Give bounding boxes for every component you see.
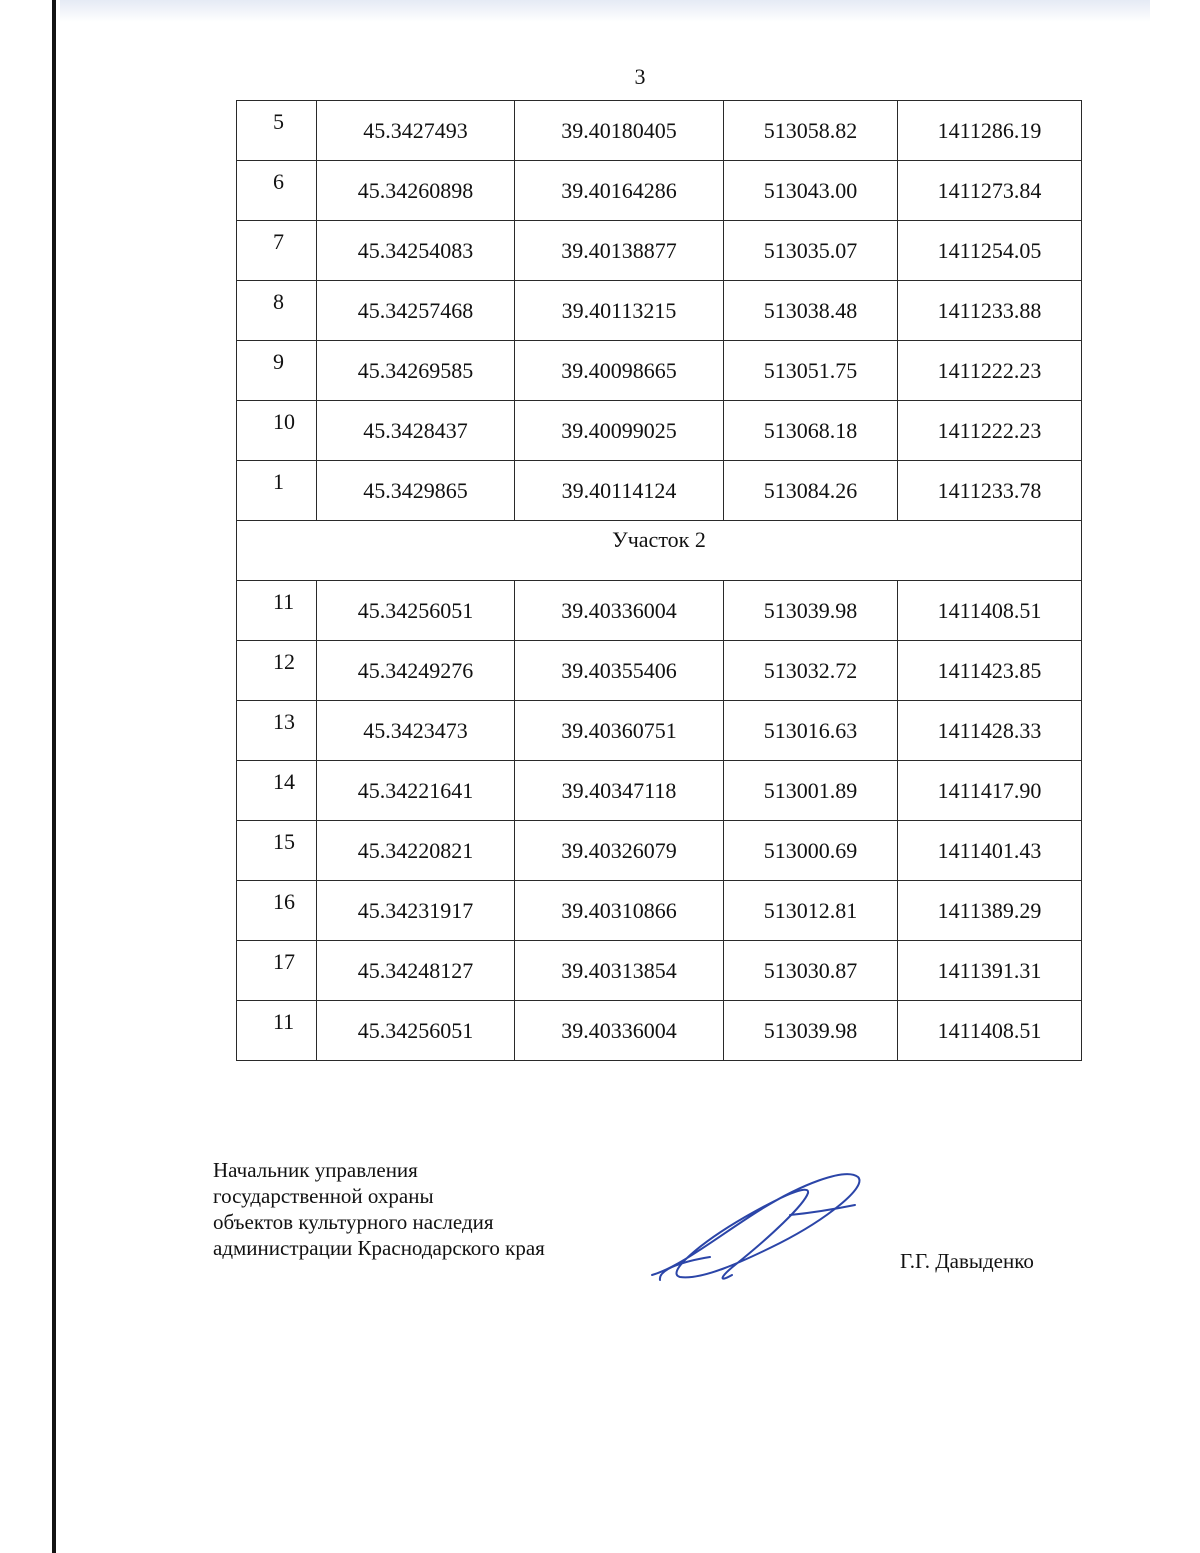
page-number: 3	[634, 64, 646, 89]
point-number-cell: 16	[237, 881, 317, 941]
y-coordinate-cell: 1411428.33	[898, 701, 1082, 761]
latitude-cell: 45.34231917	[317, 881, 515, 941]
x-coordinate-cell: 513030.87	[724, 941, 898, 1001]
latitude-cell: 45.34260898	[317, 161, 515, 221]
x-coordinate-cell: 513035.07	[724, 221, 898, 281]
y-coordinate-cell: 1411408.51	[898, 1001, 1082, 1061]
point-number-cell: 9	[237, 341, 317, 401]
table-row	[237, 761, 1082, 821]
x-coordinate-cell: 513038.48	[724, 281, 898, 341]
y-coordinate-cell: 1411222.23	[898, 341, 1082, 401]
position-line: Начальник управления	[213, 1158, 418, 1182]
table-row	[237, 641, 1082, 701]
point-number-cell: 11	[237, 1001, 317, 1061]
table-row	[237, 341, 1082, 401]
longitude-cell: 39.40114124	[515, 461, 724, 521]
position-line: объектов культурного наследия	[213, 1210, 494, 1234]
table-row	[237, 161, 1082, 221]
longitude-cell: 39.40360751	[515, 701, 724, 761]
longitude-cell: 39.40164286	[515, 161, 724, 221]
x-coordinate-cell: 513000.69	[724, 821, 898, 881]
table-row	[237, 281, 1082, 341]
table-row	[237, 941, 1082, 1001]
longitude-cell: 39.40336004	[515, 1001, 724, 1061]
x-coordinate-cell: 513051.75	[724, 341, 898, 401]
point-number-cell: 1	[237, 461, 317, 521]
longitude-cell: 39.40347118	[515, 761, 724, 821]
longitude-cell: 39.40098665	[515, 341, 724, 401]
y-coordinate-cell: 1411391.31	[898, 941, 1082, 1001]
latitude-cell: 45.34248127	[317, 941, 515, 1001]
point-number-cell: 17	[237, 941, 317, 1001]
longitude-cell: 39.40099025	[515, 401, 724, 461]
position-line: государственной охраны	[213, 1184, 434, 1208]
latitude-cell: 45.3428437	[317, 401, 515, 461]
handwritten-signature	[640, 1165, 880, 1295]
y-coordinate-cell: 1411286.19	[898, 101, 1082, 161]
longitude-cell: 39.40180405	[515, 101, 724, 161]
point-number-cell: 11	[237, 581, 317, 641]
latitude-cell: 45.34269585	[317, 341, 515, 401]
y-coordinate-cell: 1411423.85	[898, 641, 1082, 701]
x-coordinate-cell: 513032.72	[724, 641, 898, 701]
point-number-cell: 5	[237, 101, 317, 161]
table-row	[237, 221, 1082, 281]
x-coordinate-cell: 513039.98	[724, 581, 898, 641]
x-coordinate-cell: 513084.26	[724, 461, 898, 521]
y-coordinate-cell: 1411273.84	[898, 161, 1082, 221]
coordinates-table	[236, 100, 1082, 1061]
x-coordinate-cell: 513058.82	[724, 101, 898, 161]
table-row	[237, 1001, 1082, 1061]
point-number-cell: 14	[237, 761, 317, 821]
y-coordinate-cell: 1411408.51	[898, 581, 1082, 641]
coordinates-table-body	[237, 101, 1082, 1061]
table-row	[237, 701, 1082, 761]
longitude-cell: 39.40138877	[515, 221, 724, 281]
table-row	[237, 581, 1082, 641]
point-number-cell: 12	[237, 641, 317, 701]
longitude-cell: 39.40355406	[515, 641, 724, 701]
y-coordinate-cell: 1411233.88	[898, 281, 1082, 341]
table-row	[237, 881, 1082, 941]
table-row	[237, 461, 1082, 521]
latitude-cell: 45.34257468	[317, 281, 515, 341]
y-coordinate-cell: 1411254.05	[898, 221, 1082, 281]
section-label: Участок 2	[237, 521, 1082, 581]
point-number-cell: 7	[237, 221, 317, 281]
x-coordinate-cell: 513012.81	[724, 881, 898, 941]
position-line: администрации Краснодарского края	[213, 1236, 545, 1260]
latitude-cell: 45.34220821	[317, 821, 515, 881]
latitude-cell: 45.3423473	[317, 701, 515, 761]
signatory-name: Г.Г. Давыденко	[900, 1249, 1034, 1273]
y-coordinate-cell: 1411389.29	[898, 881, 1082, 941]
longitude-cell: 39.40336004	[515, 581, 724, 641]
latitude-cell: 45.34254083	[317, 221, 515, 281]
longitude-cell: 39.40113215	[515, 281, 724, 341]
y-coordinate-cell: 1411233.78	[898, 461, 1082, 521]
table-row	[237, 821, 1082, 881]
x-coordinate-cell: 513039.98	[724, 1001, 898, 1061]
x-coordinate-cell: 513043.00	[724, 161, 898, 221]
longitude-cell: 39.40313854	[515, 941, 724, 1001]
table-row	[237, 401, 1082, 461]
latitude-cell: 45.3427493	[317, 101, 515, 161]
point-number-cell: 10	[237, 401, 317, 461]
point-number-cell: 6	[237, 161, 317, 221]
signatory-position	[213, 1157, 545, 1261]
latitude-cell: 45.34256051	[317, 1001, 515, 1061]
scan-top-smudge	[60, 0, 1150, 22]
latitude-cell: 45.34249276	[317, 641, 515, 701]
x-coordinate-cell: 513001.89	[724, 761, 898, 821]
latitude-cell: 45.34256051	[317, 581, 515, 641]
y-coordinate-cell: 1411222.23	[898, 401, 1082, 461]
section-row	[237, 521, 1082, 581]
point-number-cell: 13	[237, 701, 317, 761]
y-coordinate-cell: 1411417.90	[898, 761, 1082, 821]
latitude-cell: 45.34221641	[317, 761, 515, 821]
x-coordinate-cell: 513068.18	[724, 401, 898, 461]
x-coordinate-cell: 513016.63	[724, 701, 898, 761]
point-number-cell: 15	[237, 821, 317, 881]
y-coordinate-cell: 1411401.43	[898, 821, 1082, 881]
longitude-cell: 39.40326079	[515, 821, 724, 881]
point-number-cell: 8	[237, 281, 317, 341]
table-row	[237, 101, 1082, 161]
scan-edge-shadow	[52, 0, 56, 1553]
latitude-cell: 45.3429865	[317, 461, 515, 521]
longitude-cell: 39.40310866	[515, 881, 724, 941]
